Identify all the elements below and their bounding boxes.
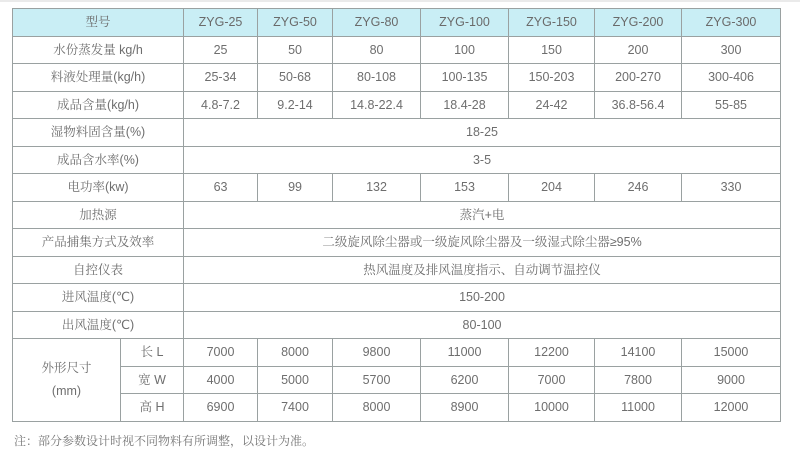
- page-top-divider: [0, 0, 800, 2]
- model-header-cell: ZYG-80: [333, 9, 421, 37]
- spec-row-label: 电功率(kw): [13, 174, 184, 202]
- model-header-cell: ZYG-150: [509, 9, 595, 37]
- spec-row-label: 成品含水率(%): [13, 146, 184, 174]
- spec-value-cell: 50: [258, 36, 333, 64]
- spec-value-cell: 150: [509, 36, 595, 64]
- spec-value-cell: 100-135: [421, 64, 509, 92]
- spec-value-cell: 153: [421, 174, 509, 202]
- spec-value-cell: 5000: [258, 366, 333, 394]
- dimensions-label: 外形尺寸: [41, 360, 92, 375]
- spec-value-cell: 6900: [184, 394, 258, 422]
- spec-value-cell: 99: [258, 174, 333, 202]
- spec-row-label: 进风温度(℃): [13, 284, 184, 312]
- spec-row-label: 水份蒸发量 kg/h: [13, 36, 184, 64]
- spec-value-cell: 11000: [595, 394, 682, 422]
- spec-row-label: 产品捕集方式及效率: [13, 229, 184, 257]
- spec-value-cell: 55-85: [682, 91, 781, 119]
- model-header-cell: ZYG-300: [682, 9, 781, 37]
- spec-value-cell: 11000: [421, 339, 509, 367]
- spec-row-label: 湿物料固含量(%): [13, 119, 184, 147]
- spec-value-cell: 36.8-56.4: [595, 91, 682, 119]
- dimension-sub-label: 长 L: [121, 339, 184, 367]
- dimension-sub-label: 高 H: [121, 394, 184, 422]
- spec-value-cell: 80-108: [333, 64, 421, 92]
- spec-row-label: 加热源: [13, 201, 184, 229]
- spec-value-cell: 80: [333, 36, 421, 64]
- spec-value-cell: 7000: [509, 366, 595, 394]
- spec-row-label: 成品含量(kg/h): [13, 91, 184, 119]
- spec-value-cell: 7400: [258, 394, 333, 422]
- spec-value-cell: 18.4-28: [421, 91, 509, 119]
- spec-value-cell: 14.8-22.4: [333, 91, 421, 119]
- spec-value-cell: 204: [509, 174, 595, 202]
- model-header-cell: ZYG-25: [184, 9, 258, 37]
- spec-value-cell: 4.8-7.2: [184, 91, 258, 119]
- spec-span-value-cell: 二级旋风除尘器或一级旋风除尘器及一级湿式除尘器≥95%: [184, 229, 781, 257]
- spec-value-cell: 8000: [333, 394, 421, 422]
- spec-row-label: 自控仪表: [13, 256, 184, 284]
- spec-value-cell: 100: [421, 36, 509, 64]
- spec-value-cell: 63: [184, 174, 258, 202]
- spec-span-value-cell: 3-5: [184, 146, 781, 174]
- spec-value-cell: 200-270: [595, 64, 682, 92]
- spec-value-cell: 7000: [184, 339, 258, 367]
- spec-value-cell: 300-406: [682, 64, 781, 92]
- spec-value-cell: 246: [595, 174, 682, 202]
- spec-value-cell: 330: [682, 174, 781, 202]
- dimension-sub-label: 宽 W: [121, 366, 184, 394]
- spec-value-cell: 5700: [333, 366, 421, 394]
- spec-span-value-cell: 80-100: [184, 311, 781, 339]
- spec-span-value-cell: 150-200: [184, 284, 781, 312]
- footnote: 注：部分参数设计时视不同物料有所调整，以设计为准。: [14, 433, 315, 448]
- dimensions-label-cell: [13, 339, 121, 422]
- spec-value-cell: 132: [333, 174, 421, 202]
- spec-value-cell: 25-34: [184, 64, 258, 92]
- spec-value-cell: 50-68: [258, 64, 333, 92]
- spec-value-cell: 15000: [682, 339, 781, 367]
- spec-value-cell: 6200: [421, 366, 509, 394]
- spec-value-cell: 9.2-14: [258, 91, 333, 119]
- spec-value-cell: 200: [595, 36, 682, 64]
- spec-value-cell: 7800: [595, 366, 682, 394]
- model-column-header: 型号: [13, 9, 184, 37]
- spec-value-cell: 4000: [184, 366, 258, 394]
- spec-span-value-cell: 18-25: [184, 119, 781, 147]
- spec-table-header: [13, 9, 781, 37]
- spec-row-label: 出风温度(℃): [13, 311, 184, 339]
- spec-value-cell: 9800: [333, 339, 421, 367]
- spec-value-cell: 8900: [421, 394, 509, 422]
- spec-value-cell: 12000: [682, 394, 781, 422]
- spec-value-cell: 8000: [258, 339, 333, 367]
- model-header-cell: ZYG-200: [595, 9, 682, 37]
- spec-value-cell: 9000: [682, 366, 781, 394]
- spec-span-value-cell: 蒸汽+电: [184, 201, 781, 229]
- spec-value-cell: 14100: [595, 339, 682, 367]
- dimensions-unit: (mm): [51, 384, 82, 399]
- model-header-cell: ZYG-50: [258, 9, 333, 37]
- spec-value-cell: 150-203: [509, 64, 595, 92]
- spec-value-cell: 10000: [509, 394, 595, 422]
- spec-span-value-cell: 热风温度及排风温度指示、自动调节温控仪: [184, 256, 781, 284]
- spec-value-cell: 12200: [509, 339, 595, 367]
- spec-table: [12, 8, 781, 422]
- spec-value-cell: 24-42: [509, 91, 595, 119]
- spec-value-cell: 300: [682, 36, 781, 64]
- spec-value-cell: 25: [184, 36, 258, 64]
- model-header-cell: ZYG-100: [421, 9, 509, 37]
- spec-row-label: 料液处理量(kg/h): [13, 64, 184, 92]
- spec-table-body: [13, 36, 781, 421]
